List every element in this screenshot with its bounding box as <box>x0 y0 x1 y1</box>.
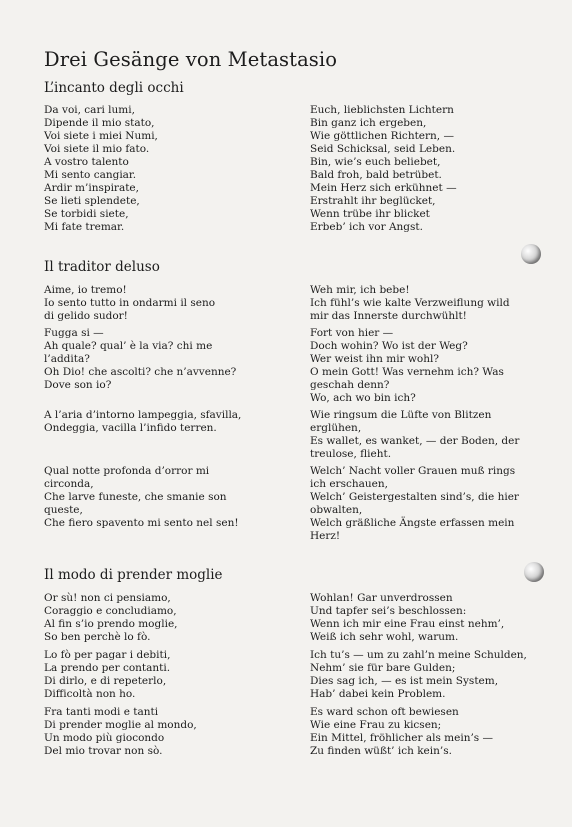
verse-line: l’addita? <box>44 353 90 365</box>
stanza <box>44 104 294 234</box>
verse-line: Bin ganz ich ergeben, <box>310 117 427 129</box>
verse-line: Ich fühl’s wie kalte Verzweiflung wild mir das Innerste durchwühlt! <box>310 297 510 322</box>
italian-text-moglie <box>44 592 294 758</box>
verse-line: Che larve funeste, che smanie son <box>44 491 227 503</box>
verse-line: Euch, lieblichsten Lichtern <box>310 104 454 116</box>
page-title: Drei Gesänge von Metastasio <box>44 48 338 71</box>
verse-line: Se lieti splendete, <box>44 195 140 207</box>
verse-line: Erbeb’ ich vor Angst. <box>310 221 423 233</box>
german-text-moglie <box>310 592 530 758</box>
stanza <box>44 592 294 644</box>
stanza <box>44 409 294 465</box>
verse-line: Al fin s’io prendo moglie, <box>44 618 178 630</box>
verse-line: di gelido sudor! <box>44 310 128 322</box>
verse-line: Del mio trovar non sò. <box>44 745 163 757</box>
verse-line: La prendo per contanti. <box>44 662 171 674</box>
verse-line: Ardir m’inspirate, <box>44 182 139 194</box>
verse-line: Ein Mittel, fröhlicher als mein’s — <box>310 732 494 744</box>
verse-line: Wenn trübe ihr blicket <box>310 208 430 220</box>
verse-line: Welch’ Nacht voller Grauen muß rings ich erschauen, <box>310 465 516 490</box>
section-heading-incanto: L’incanto degli occhi <box>44 80 184 96</box>
stanza <box>44 465 294 530</box>
verse-line: Ondeggia, vacilla l’infido terren. <box>44 422 217 434</box>
stanza <box>310 327 530 405</box>
verse-line: Mein Herz sich erkühnet — <box>310 182 457 194</box>
stanza <box>310 409 530 465</box>
verse-line: Se torbidi siete, <box>44 208 129 220</box>
verse-line: Fra tanti modi e tanti <box>44 706 159 718</box>
verse-line: Di prender moglie al mondo, <box>44 719 197 731</box>
verse-line: Weiß ich sehr wohl, warum. <box>310 631 459 643</box>
verse-line: Welch’ Geistergestalten sind’s, die hier obwalten, <box>310 491 519 516</box>
section-heading-traditor: Il traditor deluso <box>44 259 160 275</box>
italian-text-incanto <box>44 104 294 234</box>
verse-line: Erstrahlt ihr beglücket, <box>310 195 436 207</box>
verse-line: Wo, ach wo bin ich? <box>310 392 416 404</box>
verse-line: Wie göttlichen Richtern, — <box>310 130 454 142</box>
verse-line: So ben perchè lo fò. <box>44 631 151 643</box>
stanza <box>310 592 530 644</box>
verse-line: Fugga si — <box>44 327 104 339</box>
verse-line: Di dirlo, e di repeterlo, <box>44 675 167 687</box>
verse-line: Coraggio e concludiamo, <box>44 605 177 617</box>
verse-line: Voi siete i miei Numi, <box>44 130 158 142</box>
verse-line: Nehm’ sie für bare Gulden; <box>310 662 456 674</box>
verse-line: Fort von hier — <box>310 327 394 339</box>
verse-line: Es wallet, es wanket, — der Boden, der treulose, flieht. <box>310 435 520 460</box>
verse-line: Doch wohin? Wo ist der Weg? <box>310 340 468 352</box>
stanza <box>310 649 530 701</box>
german-text-incanto <box>310 104 530 234</box>
verse-line: Lo fò per pagar i debiti, <box>44 649 171 661</box>
verse-line: Qual notte profonda d’orror mi <box>44 465 210 477</box>
verse-line: Dove son io? <box>44 379 112 391</box>
verse-line: Bald froh, bald betrübet. <box>310 169 442 181</box>
section-heading-moglie: Il modo di prender moglie <box>44 567 223 583</box>
verse-line: Mi sento cangiar. <box>44 169 137 181</box>
verse-line: queste, <box>44 504 83 516</box>
stanza <box>310 284 530 323</box>
verse-line: Es ward schon oft bewiesen <box>310 706 459 718</box>
verse-line: Wenn ich mir eine Frau einst nehm’, <box>310 618 505 630</box>
verse-line: Che fiero spavento mi sento nel sen! <box>44 517 239 529</box>
verse-line: Difficoltà non ho. <box>44 688 136 700</box>
verse-line: Und tapfer sei’s beschlossen: <box>310 605 467 617</box>
verse-line: Da voi, cari lumi, <box>44 104 135 116</box>
verse-line: Mi fate tremar. <box>44 221 125 233</box>
verse-line: Or sù! non ci pensiamo, <box>44 592 171 604</box>
verse-line: A vostro talento <box>44 156 129 168</box>
german-text-traditor <box>310 284 530 543</box>
punch-hole <box>521 244 541 264</box>
verse-line: Voi siete il mio fato. <box>44 143 150 155</box>
verse-line: Aime, io tremo! <box>44 284 127 296</box>
verse-line: circonda, <box>44 478 94 490</box>
verse-line: Dies sag ich, — es ist mein System, <box>310 675 499 687</box>
verse-line: O mein Gott! Was vernehm ich? Was geschah denn? <box>310 366 504 391</box>
verse-line: Wie eine Frau zu kicsen; <box>310 719 442 731</box>
stanza <box>310 104 530 234</box>
punch-hole <box>524 562 544 582</box>
stanza <box>310 465 530 543</box>
verse-line: Bin, wie’s euch beliebet, <box>310 156 441 168</box>
verse-line: Seid Schicksal, seid Leben. <box>310 143 456 155</box>
verse-line: Hab’ dabei kein Problem. <box>310 688 446 700</box>
verse-line: Ich tu’s — um zu zahl’n meine Schulden, <box>310 649 527 661</box>
verse-line: Wer weist ihn mir wohl? <box>310 353 439 365</box>
verse-line: Weh mir, ich bebe! <box>310 284 410 296</box>
verse-line: Ah quale? qual’ è la via? chi me <box>44 340 213 352</box>
stanza <box>44 649 294 701</box>
stanza <box>44 327 294 405</box>
italian-text-traditor <box>44 284 294 530</box>
verse-line: Dipende il mio stato, <box>44 117 155 129</box>
verse-line: A l’aria d’intorno lampeggia, sfavilla, <box>44 409 242 421</box>
stanza <box>310 706 530 758</box>
verse-line: Oh Dio! che ascolti? che n’avvenne? <box>44 366 237 378</box>
verse-line: Un modo più giocondo <box>44 732 165 744</box>
verse-line: Io sento tutto in ondarmi il seno <box>44 297 216 309</box>
stanza <box>44 284 294 323</box>
stanza <box>44 706 294 758</box>
verse-line: Zu finden wüßt’ ich kein’s. <box>310 745 452 757</box>
verse-line: Wohlan! Gar unverdrossen <box>310 592 453 604</box>
verse-line: Wie ringsum die Lüfte von Blitzen erglühen, <box>310 409 492 434</box>
verse-line: Welch gräßliche Ängste erfassen mein Herz! <box>310 517 515 542</box>
